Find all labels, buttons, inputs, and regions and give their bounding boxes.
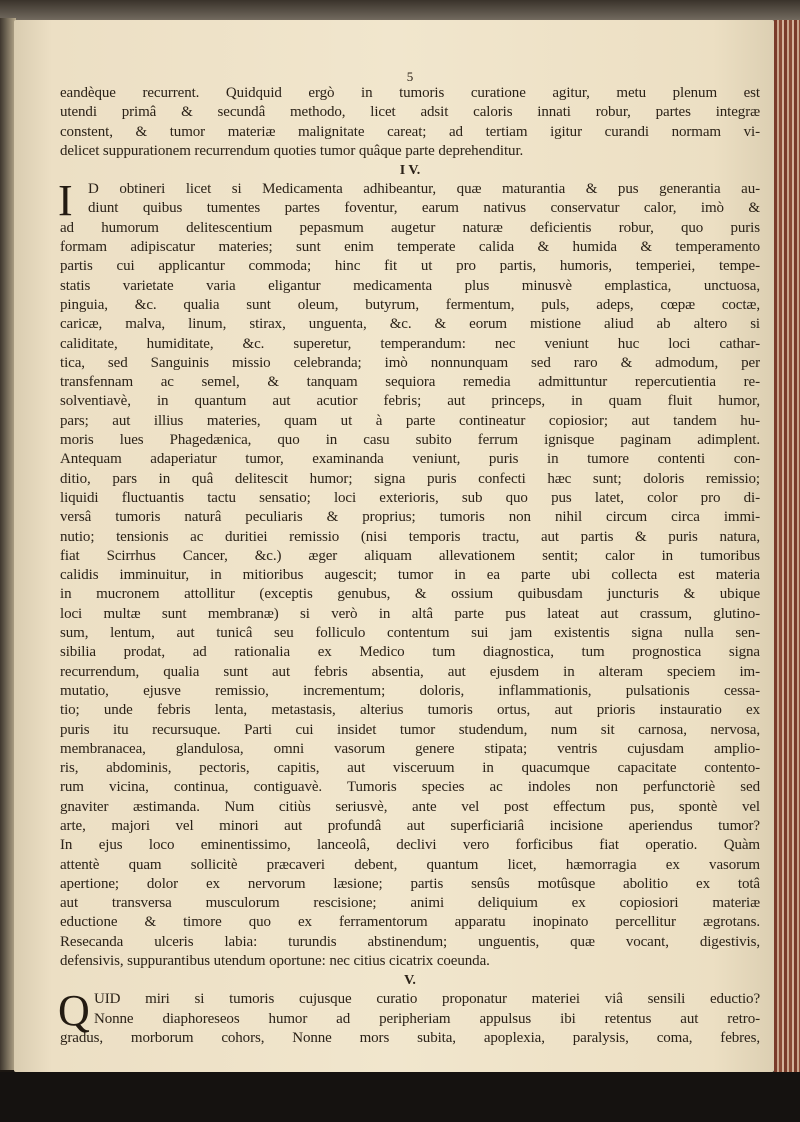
page-stack-edge xyxy=(774,20,800,1072)
text-line: moris lues Phagedænica, quo in casu subito ferrum ignisque paginam adimplent. xyxy=(60,432,760,449)
text-line: transfennam ac semel, & tanquam sequiora remedia admittuntur repercutientia re- xyxy=(60,374,760,391)
text-line: gnaviter æstimanda. Num citiùs seriusvè, ante vel post effectum pus, spontè vel xyxy=(60,798,760,815)
text-line: sibilia prodat, ad rationalia ex Medico tum diagnostica, tum prognostica signa xyxy=(60,644,760,661)
text-line: ad humorum delitescentium pepasmum augetur naturæ deficientis robur, quo puris xyxy=(60,219,760,236)
text-line: caliditate, humiditate, &c. superetur, temperandum: nec veniunt huc loci cathar- xyxy=(60,335,760,352)
text-line: loci multæ sunt membranæ) si verò in altâ parte pus lateat aut crassum, glutino- xyxy=(60,605,760,622)
text-line: attentè quam sollicitè præcaveri debent, quantum licet, hæmorragia ex vasorum xyxy=(60,856,760,873)
text-line: caricæ, malva, linum, stirax, unguenta, &c. & eorum mistione aliud ab altero si xyxy=(60,316,760,333)
text-line: aut transversa musculorum rescisione; animi deliquium ex copiosiori materiæ xyxy=(60,895,760,912)
text-line: calidis imminuitur, in mitioribus augescit; tumor in ea parte ubi collecta est materia xyxy=(60,567,760,584)
text-line: statis varietate varia eligantur medicamenta plus minusvè emplastica, unctuosa, xyxy=(60,277,760,294)
text-line: Antequam adaperiatur tumor, examinanda veniunt, puris in tumore contenti con- xyxy=(60,451,760,468)
text-line: eductione & timore quo ex ferramentorum apparatu inopinato percellitur ægrotans. xyxy=(60,914,760,931)
text-line: rum vicina, continua, contiguavè. Tumoris species ac indoles non perfunctoriè sed xyxy=(60,779,760,796)
intro-paragraph xyxy=(60,84,760,161)
text-line: fiat Scirrhus Cancer, &c.) æger aliquam allevationem sentit; calor in tumoribus xyxy=(60,547,760,564)
text-line: membranacea, glandulosa, omni vasorum genere stipata; ventris cujusdam amplio- xyxy=(60,740,760,757)
page-text xyxy=(60,70,760,1048)
section-heading-iv: I V. xyxy=(399,163,421,179)
text-line: diunt quibus tumentes partes foventur, earum nativus conservatur calor, imò & xyxy=(88,200,760,217)
text-line: Nonne diaphoreseos humor ad peripheriam appulsus ibi retentus aut retro- xyxy=(94,1010,760,1027)
text-line: pinguia, &c. qualia sunt oleum, butyrum, fermentum, puls, adeps, cœpæ coctæ, xyxy=(60,296,760,313)
text-line: formam adipiscatur materies; sunt enim temperate calida & humida & temperamento xyxy=(60,239,760,256)
text-line: tio; unde febris lenta, metastasis, alterius tumoris ortus, aut prioris instauratio ex xyxy=(60,702,760,719)
text-line: utendi primâ & secundâ methodo, licet adsit caloris innati robur, partes integræ xyxy=(60,104,760,121)
text-line: In ejus loco eminentissimo, lanceolâ, declivi vero forficibus fiat operatio. Quàm xyxy=(60,837,760,854)
text-line: ris, abdominis, pectoris, capitis, aut visceruum in quacumque capacitate contento- xyxy=(60,760,760,777)
text-line: versâ tumoris naturâ peculiaris & proprius; tumoris non nihil circum circa immi- xyxy=(60,509,760,526)
text-line: arte, majori vel minori aut profundâ aut superficiariâ incisione aperiendus tumor? xyxy=(60,817,760,834)
text-line: recurrendum, qualia sunt aut febris absentia, aut ejusdem in alteram speciem im- xyxy=(60,663,760,680)
text-line: gradus, morborum cohors, Nonne mors subita, apoplexia, paralysis, coma, febres, xyxy=(60,1029,760,1046)
text-line: ditio, pars in quâ delitescit humor; signa puris confecti hæc sunt; doloris remissio; xyxy=(60,470,760,487)
text-line: apertione; dolor ex nervorum læsione; partis sensûs motûsque abolitio ex totâ xyxy=(60,875,760,892)
text-line: liquidi fluctuantis tactu sensatio; loci exterioris, sub quo pus latet, color pro di- xyxy=(60,489,760,506)
text-line: Resecanda ulceris labia: turundis abstinendum; unguentis, quæ vocant, digestivis, xyxy=(60,933,760,950)
drop-cap: I xyxy=(58,176,73,226)
section-v-paragraph xyxy=(58,986,760,1048)
text-line: partis cui applicantur commoda; hinc fit ut pro partis, humoris, temperiei, tempe- xyxy=(60,258,760,275)
text-line: tica, sed Sanguinis missio celebranda; imò nonnunquam sed raro & admodum, per xyxy=(60,354,760,371)
scan-background xyxy=(0,1072,800,1122)
text-line: constent, & tumor materiæ malignitate careat; ad tertiam igitur curandi normam vi- xyxy=(60,123,760,140)
text-line: sum, lentum, aut tunicâ seu folliculo contentum sui jam existentis signa nulla sen- xyxy=(60,625,760,642)
text-line: delicet suppurationem recurrendum quoties tumor quâque parte deprehenditur. xyxy=(60,142,524,159)
text-line: solventiavè, in quantum aut acutior febris; aut princeps, in quam fluit humor, xyxy=(60,393,760,410)
page-number: 5 xyxy=(406,69,414,84)
text-line: puris itu recursuque. Parti cui insidet tumor studendum, num sit carnosa, nervosa, xyxy=(60,721,760,738)
text-line: eandèque recurrent. Quidquid ergò in tumoris curatione agitur, metu plenum est xyxy=(60,85,760,101)
text-line: pars; aut illius materies, quam ut à parte contineatur copiosior; aut tandem hu- xyxy=(60,412,760,429)
text-line: nutio; tensionis ac duritiei remissio (nisi temporis tractu, aut partis & puris natura, xyxy=(60,528,760,545)
text-line: UID miri si tumoris cujusque curatio proponatur materiei viâ sensili eductio? xyxy=(94,991,760,1008)
text-line: in mucronem attollitur (exceptis genubus, & ossium quibusdam juncturis & ubique xyxy=(60,586,760,603)
text-line: defensivis, suppurantibus utendum oportune: nec citius cicatrix coeunda. xyxy=(60,953,490,970)
text-line: D obtineri licet si Medicamenta adhibeantur, quæ maturantia & pus generantia au- xyxy=(88,181,760,198)
section-heading-v: V. xyxy=(404,973,416,989)
text-line: mutatio, ejusve remissio, incrementum; doloris, inflammationis, pulsationis cessa- xyxy=(60,682,760,699)
drop-cap: Q xyxy=(58,986,90,1036)
section-iv-paragraph xyxy=(58,176,760,971)
